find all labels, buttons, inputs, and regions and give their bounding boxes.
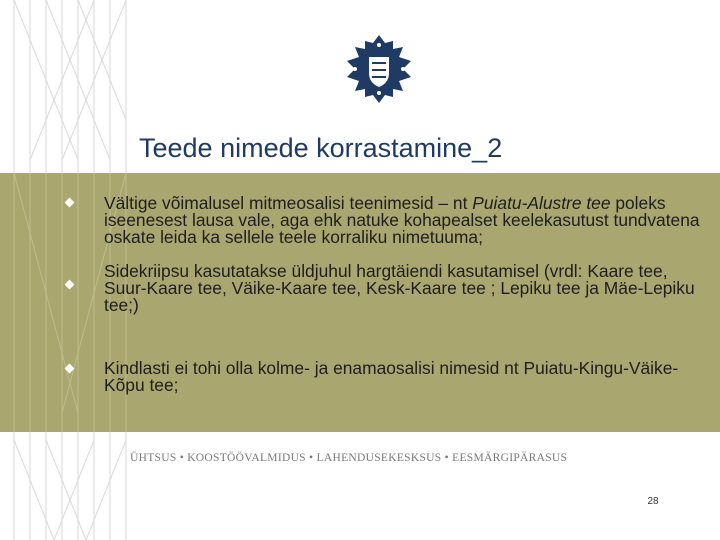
- slide-title: Teede nimede korrastamine_2: [139, 133, 503, 163]
- estonian-coat-of-arms-emblem: [345, 35, 413, 103]
- bullet-item-3: Kindlasti ei tohi olla kolme- ja enamaosalisi nimesid nt Puiatu-Kingu-Väike-Kõpu tee;: [104, 358, 679, 395]
- page-number: 28: [647, 496, 659, 507]
- bullet-1-text-plain: Vältige võimalusel mitmeosalisi teenimesid – nt: [104, 193, 473, 213]
- organization-values-tagline: ÜHTSUS • KOOSTÖÖVALMIDUS • LAHENDUSEKESKSUS • EESMÄRGIPÄRASUS: [130, 452, 568, 464]
- bullet-item-1: [104, 195, 714, 246]
- bullet-1-text-italic: Puiatu-Alustre tee: [472, 193, 611, 213]
- content-band: [0, 173, 720, 432]
- bullet-1-text-rest: poleks iseenesest lausa vale, aga ehk natuke kohapealset keelekasutust tundvatena oskate leida ka sellele teele korraliku nimetuuma;: [104, 193, 700, 247]
- bullet-item-2: Sidekriipsu kasutatakse üldjuhul hargtäiendi kasutamisel (vrdl: Kaare tee, Suur-Kaare tee, Väike-Kaare tee, Kesk-Kaare tee ; Lepiku tee ja Mäe-Lepiku tee;): [104, 261, 695, 315]
